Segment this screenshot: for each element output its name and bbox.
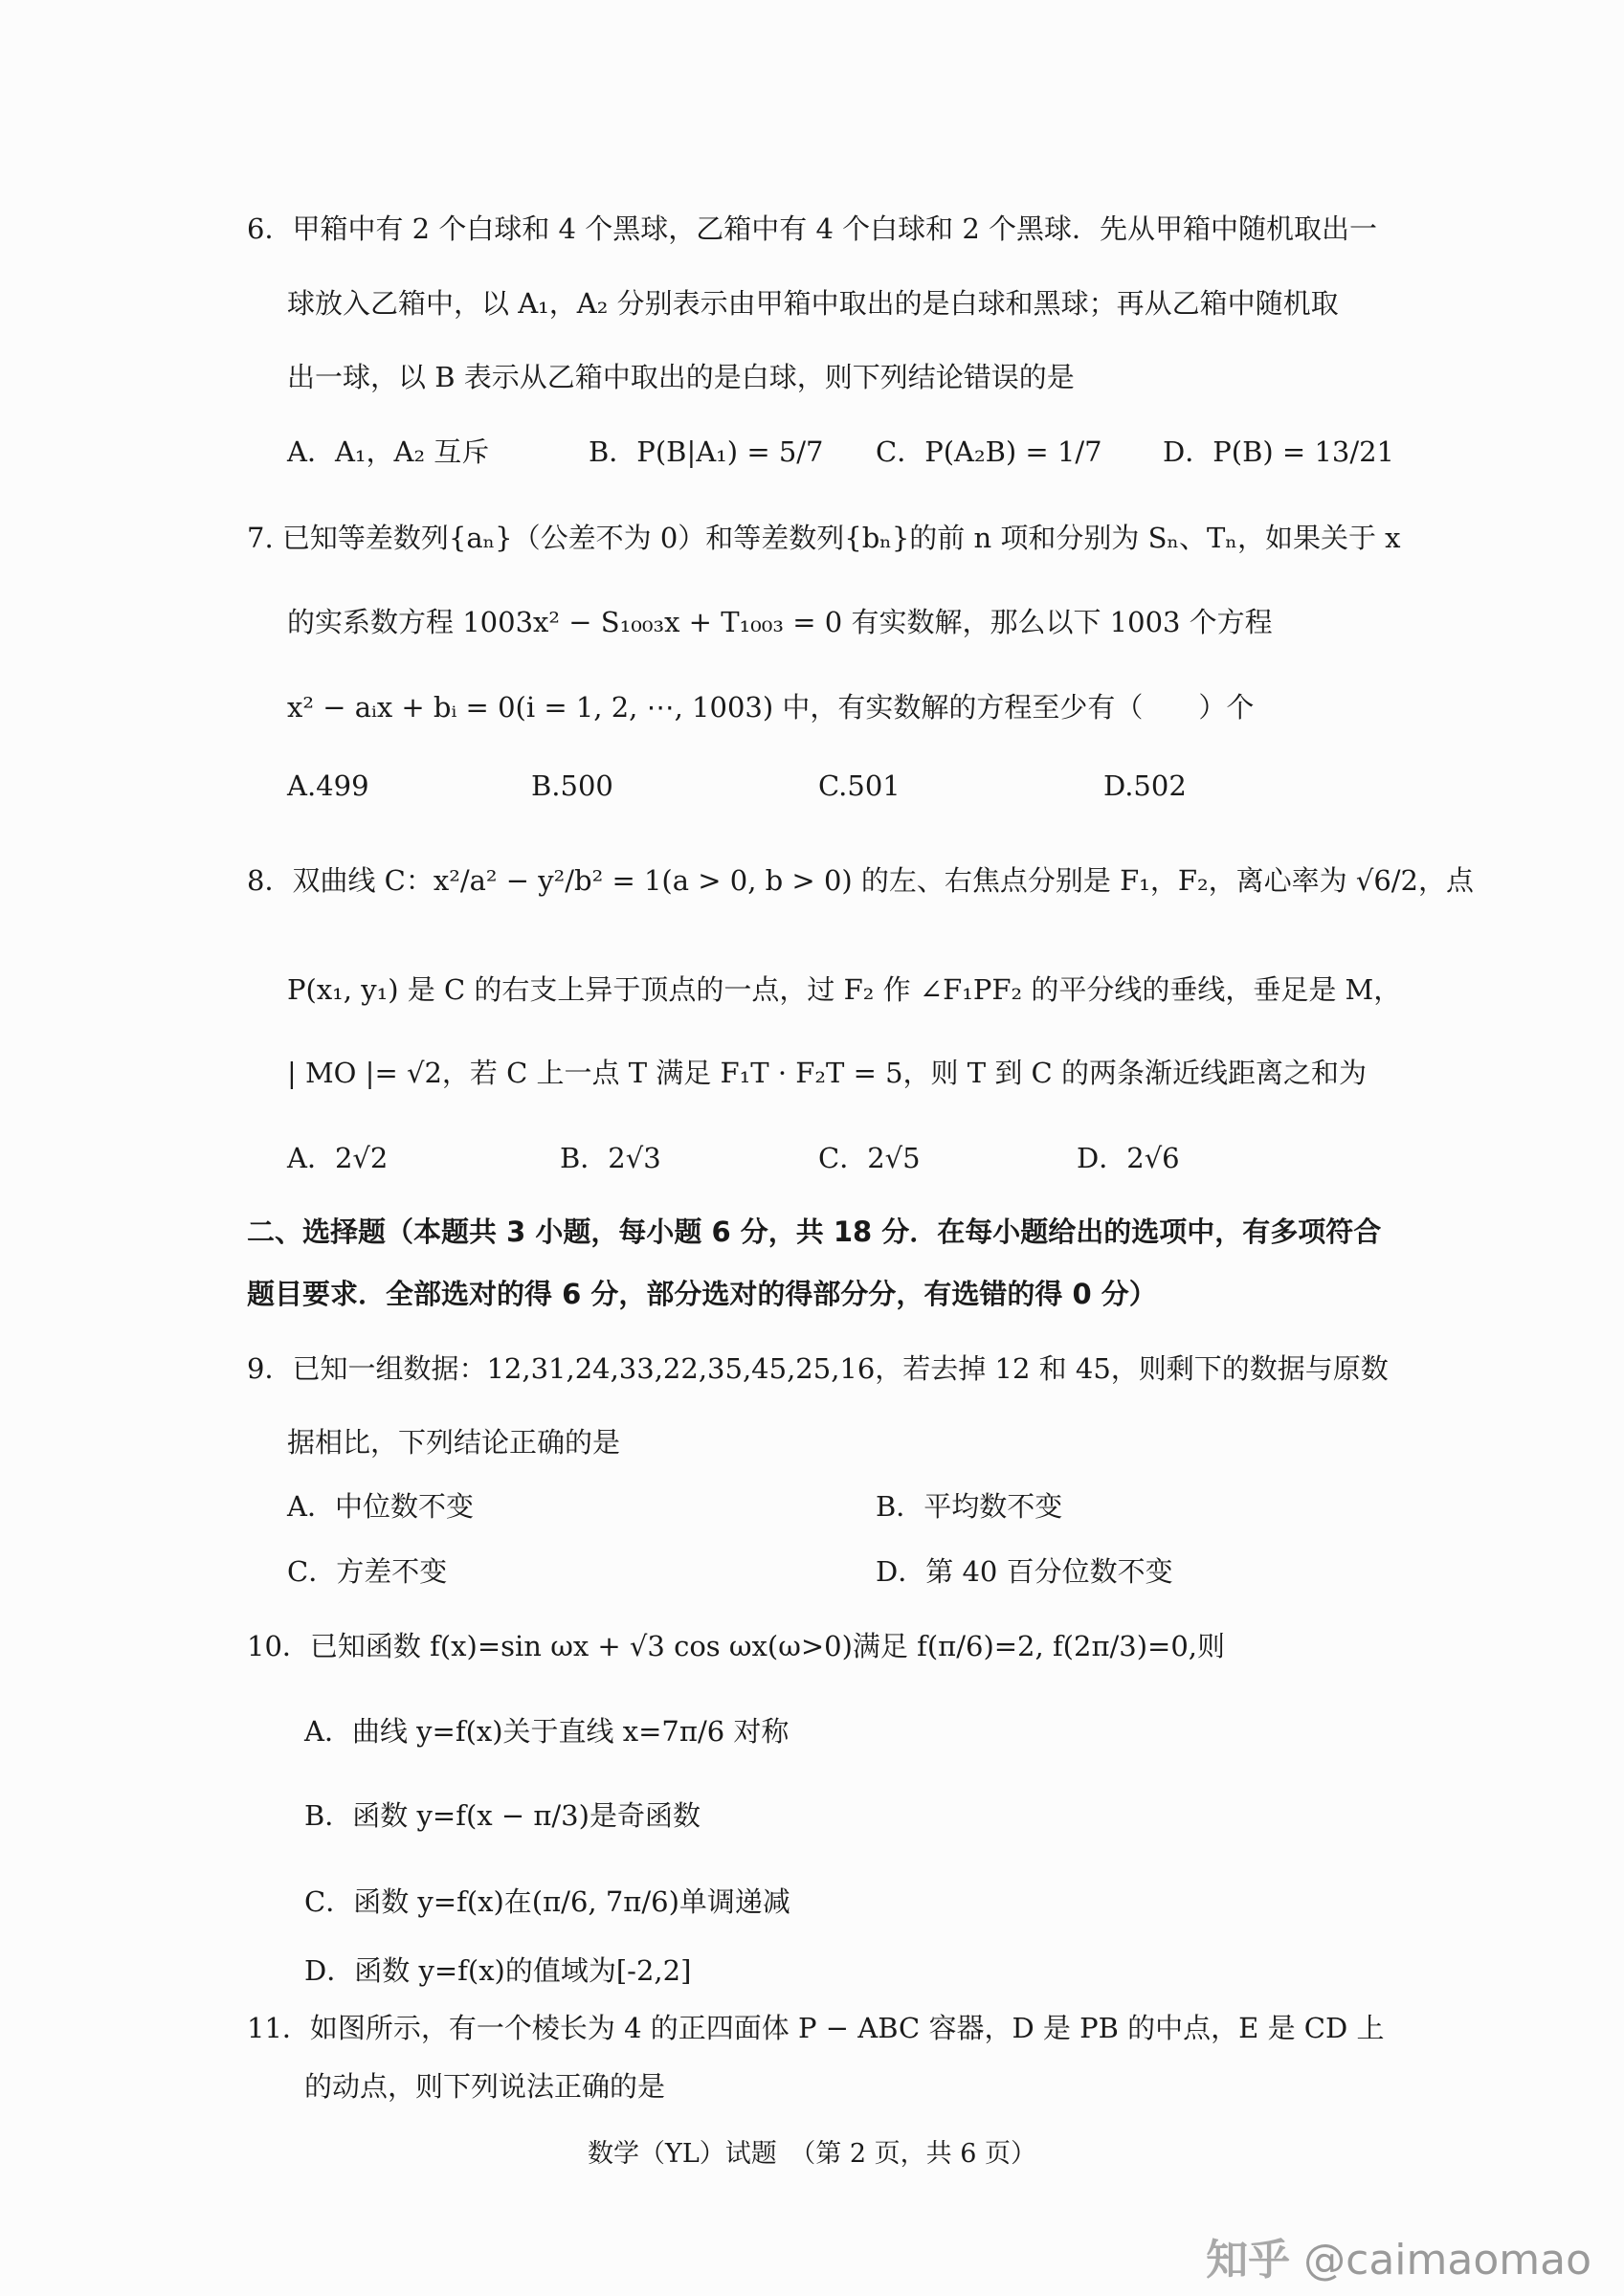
section-2-heading-line-2: 题目要求．全部选对的得 6 分，部分选对的得部分分，有选错的得 0 分） <box>247 1278 1157 1310</box>
q6-option-d: D．P(B) = 13/21 <box>1163 435 1395 468</box>
q8-option-c: C．2√5 <box>818 1142 921 1174</box>
q7-line-2: 的实系数方程 1003x² − S₁₀₀₃x + T₁₀₀₃ = 0 有实数解，那么以下 1003 个方程 <box>287 606 1273 638</box>
zhihu-logo: 知乎 <box>1206 2236 1291 2285</box>
q10-option-c: C．函数 y=f(x)在(π/6, 7π/6)单调递减 <box>304 1885 790 1918</box>
q6-option-a: A．A₁，A₂ 互斥 <box>287 435 490 468</box>
q9-option-b: B．平均数不变 <box>876 1490 1063 1523</box>
q10-line-1: 10．已知函数 f(x)=sin ωx + √3 cos ωx(ω>0)满足 f(π/6)=2, f(2π/3)=0,则 <box>247 1630 1226 1662</box>
q6-option-c: C．P(A₂B) = 1/7 <box>876 435 1102 468</box>
q9-option-a: A．中位数不变 <box>287 1490 474 1523</box>
q10-option-b: B．函数 y=f(x − π/3)是奇函数 <box>304 1799 701 1832</box>
q8-line-3: | MO |= √2，若 C 上一点 T 满足 F₁T · F₂T = 5，则 T 到 C 的两条渐近线距离之和为 <box>287 1057 1367 1089</box>
watermark <box>1206 2225 1591 2286</box>
q10-option-d: D．函数 y=f(x)的值域为[-2,2] <box>304 1954 692 1987</box>
q7-option-b: B.500 <box>531 769 613 802</box>
q8-line-1: 8．双曲线 C：x²/a² − y²/b² = 1(a > 0, b > 0) 的左、右焦点分别是 F₁，F₂，离心率为 √6/2，点 <box>247 864 1475 897</box>
section-2-heading-line-1: 二、选择题（本题共 3 小题，每小题 6 分，共 18 分．在每小题给出的选项中，有多项符合 <box>247 1215 1382 1248</box>
q8-option-b: B．2√3 <box>560 1142 661 1174</box>
q9-option-d: D．第 40 百分位数不变 <box>876 1555 1173 1588</box>
q7-option-c: C.501 <box>818 769 901 802</box>
q6-line-1: 6．甲箱中有 2 个白球和 4 个黑球，乙箱中有 4 个白球和 2 个黑球．先从甲箱中随机取出一 <box>247 212 1378 245</box>
q7-option-a: A.499 <box>287 769 369 802</box>
q9-line-1: 9．已知一组数据：12,31,24,33,22,35,45,25,16，若去掉 12 和 45，则剩下的数据与原数 <box>247 1352 1389 1385</box>
q6-line-2: 球放入乙箱中，以 A₁，A₂ 分别表示由甲箱中取出的是白球和黑球；再从乙箱中随机取 <box>287 287 1339 320</box>
q7-line-1: 7. 已知等差数列{aₙ}（公差不为 0）和等差数列{bₙ}的前 n 项和分别为 Sₙ、Tₙ，如果关于 x <box>247 522 1401 554</box>
q10-option-a: A．曲线 y=f(x)关于直线 x=7π/6 对称 <box>304 1715 790 1748</box>
q6-option-b: B．P(B|A₁) = 5/7 <box>589 435 824 468</box>
q8-option-d: D．2√6 <box>1077 1142 1180 1174</box>
q8-option-a: A．2√2 <box>287 1142 389 1174</box>
q7-line-3: x² − aᵢx + bᵢ = 0(i = 1, 2, ⋯, 1003) 中，有实数解的方程至少有（ ）个 <box>287 691 1255 724</box>
q7-option-d: D.502 <box>1103 769 1187 802</box>
q9-line-2: 据相比，下列结论正确的是 <box>287 1426 621 1459</box>
q6-line-3: 出一球，以 B 表示从乙箱中取出的是白球，则下列结论错误的是 <box>287 361 1075 393</box>
q11-line-2: 的动点，则下列说法正确的是 <box>304 2070 666 2103</box>
q11-line-1: 11．如图所示，有一个棱长为 4 的正四面体 P − ABC 容器，D 是 PB 的中点，E 是 CD 上 <box>247 2012 1385 2044</box>
page-footer: 数学（YL）试题 （第 2 页，共 6 页） <box>588 2139 1036 2169</box>
q8-line-2: P(x₁, y₁) 是 C 的右支上异于顶点的一点，过 F₂ 作 ∠F₁PF₂ 的平分线的垂线，垂足是 M， <box>287 973 1402 1006</box>
watermark-handle: @caimaomao <box>1303 2236 1591 2285</box>
q9-option-c: C．方差不变 <box>287 1555 448 1588</box>
